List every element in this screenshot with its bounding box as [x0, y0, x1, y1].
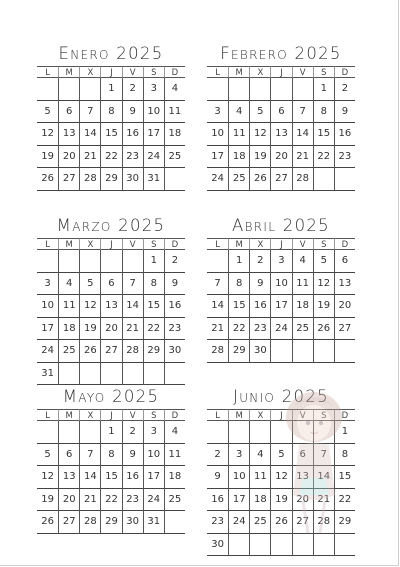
day-cell: 28	[313, 511, 334, 534]
day-cell: 18	[292, 295, 313, 318]
day-cell: 17	[143, 123, 164, 146]
day-cell: 18	[164, 466, 185, 489]
day-cell: 22	[100, 146, 121, 169]
day-cell: 23	[122, 146, 143, 169]
day-cell: 3	[143, 421, 164, 444]
day-cell: 5	[270, 444, 291, 467]
day-cell: 4	[249, 444, 270, 467]
day-cell: 6	[270, 101, 291, 124]
empty-cell	[164, 511, 185, 534]
weekday-header: S	[313, 66, 334, 78]
empty-cell	[292, 78, 313, 101]
day-cell: 26	[37, 511, 58, 534]
day-cell: 31	[143, 168, 164, 191]
day-cell: 12	[270, 466, 291, 489]
day-cell: 7	[313, 444, 334, 467]
weekday-header: J	[270, 66, 291, 78]
weekday-header: X	[79, 409, 100, 421]
day-cell: 30	[122, 168, 143, 191]
day-cell: 22	[334, 489, 355, 512]
day-cell: 16	[334, 123, 355, 146]
weekday-header: S	[313, 238, 334, 250]
day-cell: 14	[79, 466, 100, 489]
day-cell: 29	[143, 340, 164, 363]
empty-cell	[58, 250, 79, 273]
day-cell: 11	[249, 466, 270, 489]
weekday-header: L	[207, 66, 228, 78]
day-cell: 6	[292, 444, 313, 467]
empty-cell	[249, 78, 270, 101]
day-cell: 20	[58, 146, 79, 169]
empty-cell	[37, 250, 58, 273]
empty-cell	[270, 534, 291, 557]
day-cell: 3	[37, 273, 58, 296]
day-cell: 17	[207, 146, 228, 169]
weekday-header: J	[100, 409, 121, 421]
day-cell: 27	[270, 168, 291, 191]
day-cell: 14	[313, 466, 334, 489]
day-cell: 26	[79, 340, 100, 363]
weekday-header: J	[270, 409, 291, 421]
empty-cell	[58, 78, 79, 101]
day-cell: 16	[207, 489, 228, 512]
day-cell: 6	[58, 444, 79, 467]
day-cell: 17	[270, 295, 291, 318]
day-cell: 15	[228, 295, 249, 318]
day-cell: 7	[292, 101, 313, 124]
day-cell: 18	[164, 123, 185, 146]
day-cell: 15	[100, 466, 121, 489]
month-title: Marzo 2025	[56, 216, 166, 235]
day-cell: 14	[122, 295, 143, 318]
weekday-header: D	[164, 66, 185, 78]
day-cell: 29	[334, 511, 355, 534]
weekday-header: D	[164, 409, 185, 421]
day-cell: 26	[37, 168, 58, 191]
weekday-header: J	[270, 238, 291, 250]
day-cell: 20	[292, 489, 313, 512]
empty-cell	[100, 250, 121, 273]
day-cell: 6	[100, 273, 121, 296]
day-cell: 19	[249, 146, 270, 169]
day-cell: 19	[37, 489, 58, 512]
day-cell: 30	[249, 340, 270, 363]
weekday-header: S	[313, 409, 334, 421]
weekday-header: M	[58, 409, 79, 421]
day-cell: 4	[164, 78, 185, 101]
month-title: Febrero 2025	[220, 44, 342, 63]
day-cell: 15	[143, 295, 164, 318]
day-cell: 10	[228, 466, 249, 489]
day-cell: 13	[292, 466, 313, 489]
weekday-header: V	[122, 66, 143, 78]
empty-cell	[334, 534, 355, 557]
day-cell: 8	[100, 444, 121, 467]
weekday-header: X	[249, 238, 270, 250]
weekday-header: J	[100, 238, 121, 250]
weekday-header: S	[143, 66, 164, 78]
empty-cell	[164, 168, 185, 191]
month-title: Mayo 2025	[62, 387, 160, 406]
empty-cell	[270, 78, 291, 101]
weekday-header: X	[249, 66, 270, 78]
day-cell: 1	[143, 250, 164, 273]
empty-cell	[207, 250, 228, 273]
day-cell: 15	[313, 123, 334, 146]
day-cell: 1	[313, 78, 334, 101]
day-cell: 9	[249, 273, 270, 296]
weekday-header: V	[292, 409, 313, 421]
empty-cell	[79, 421, 100, 444]
day-cell: 27	[100, 340, 121, 363]
day-cell: 10	[37, 295, 58, 318]
empty-cell	[292, 534, 313, 557]
weekday-header: S	[143, 409, 164, 421]
day-cell: 13	[58, 123, 79, 146]
day-cell: 19	[79, 318, 100, 341]
day-cell: 9	[122, 101, 143, 124]
day-cell: 18	[249, 489, 270, 512]
day-cell: 3	[228, 444, 249, 467]
day-cell: 21	[79, 489, 100, 512]
day-cell: 12	[79, 295, 100, 318]
empty-cell	[37, 421, 58, 444]
day-cell: 5	[37, 101, 58, 124]
day-cell: 26	[313, 318, 334, 341]
day-cell: 14	[292, 123, 313, 146]
day-cell: 24	[207, 168, 228, 191]
day-cell: 5	[313, 250, 334, 273]
month-grid	[37, 66, 185, 191]
day-cell: 10	[143, 444, 164, 467]
empty-cell	[334, 168, 355, 191]
day-cell: 10	[143, 101, 164, 124]
empty-cell	[164, 363, 185, 386]
day-cell: 23	[164, 318, 185, 341]
day-cell: 20	[100, 318, 121, 341]
day-cell: 1	[228, 250, 249, 273]
day-cell: 7	[79, 444, 100, 467]
empty-cell	[122, 250, 143, 273]
day-cell: 19	[270, 489, 291, 512]
day-cell: 5	[37, 444, 58, 467]
day-cell: 8	[313, 101, 334, 124]
day-cell: 25	[228, 168, 249, 191]
day-cell: 30	[122, 511, 143, 534]
day-cell: 15	[334, 466, 355, 489]
day-cell: 6	[334, 250, 355, 273]
weekday-header: X	[79, 238, 100, 250]
day-cell: 27	[58, 511, 79, 534]
empty-cell	[122, 363, 143, 386]
day-cell: 11	[58, 295, 79, 318]
day-cell: 13	[334, 273, 355, 296]
empty-cell	[58, 421, 79, 444]
day-cell: 3	[143, 78, 164, 101]
day-cell: 21	[207, 318, 228, 341]
month-grid	[37, 238, 185, 385]
day-cell: 25	[249, 511, 270, 534]
day-cell: 26	[270, 511, 291, 534]
day-cell: 21	[292, 146, 313, 169]
weekday-header: L	[207, 409, 228, 421]
day-cell: 24	[143, 146, 164, 169]
day-cell: 22	[100, 489, 121, 512]
weekday-header: V	[292, 238, 313, 250]
day-cell: 19	[313, 295, 334, 318]
day-cell: 9	[122, 444, 143, 467]
day-cell: 24	[143, 489, 164, 512]
day-cell: 24	[228, 511, 249, 534]
day-cell: 31	[37, 363, 58, 386]
empty-cell	[292, 421, 313, 444]
day-cell: 28	[79, 511, 100, 534]
day-cell: 5	[79, 273, 100, 296]
day-cell: 9	[207, 466, 228, 489]
day-cell: 3	[270, 250, 291, 273]
day-cell: 31	[143, 511, 164, 534]
day-cell: 10	[207, 123, 228, 146]
day-cell: 8	[228, 273, 249, 296]
day-cell: 28	[79, 168, 100, 191]
day-cell: 1	[100, 78, 121, 101]
day-cell: 27	[334, 318, 355, 341]
empty-cell	[313, 340, 334, 363]
empty-cell	[58, 363, 79, 386]
day-cell: 8	[143, 273, 164, 296]
empty-cell	[249, 421, 270, 444]
day-cell: 27	[58, 168, 79, 191]
day-cell: 16	[164, 295, 185, 318]
weekday-header: L	[37, 238, 58, 250]
day-cell: 5	[249, 101, 270, 124]
weekday-header: S	[143, 238, 164, 250]
weekday-header: D	[334, 66, 355, 78]
empty-cell	[228, 534, 249, 557]
day-cell: 17	[143, 466, 164, 489]
day-cell: 16	[122, 123, 143, 146]
day-cell: 16	[249, 295, 270, 318]
day-cell: 20	[334, 295, 355, 318]
day-cell: 13	[270, 123, 291, 146]
day-cell: 25	[58, 340, 79, 363]
day-cell: 4	[164, 421, 185, 444]
day-cell: 21	[79, 146, 100, 169]
day-cell: 11	[164, 444, 185, 467]
day-cell: 12	[313, 273, 334, 296]
weekday-header: M	[58, 66, 79, 78]
day-cell: 20	[270, 146, 291, 169]
weekday-header: D	[334, 238, 355, 250]
empty-cell	[207, 421, 228, 444]
empty-cell	[79, 250, 100, 273]
month-title: Abril 2025	[232, 216, 330, 235]
day-cell: 28	[207, 340, 228, 363]
day-cell: 22	[143, 318, 164, 341]
day-cell: 4	[292, 250, 313, 273]
day-cell: 9	[164, 273, 185, 296]
day-cell: 8	[100, 101, 121, 124]
day-cell: 11	[292, 273, 313, 296]
day-cell: 3	[207, 101, 228, 124]
empty-cell	[334, 340, 355, 363]
month-title: Junio 2025	[233, 387, 329, 406]
day-cell: 24	[37, 340, 58, 363]
weekday-header: M	[228, 409, 249, 421]
weekday-header: L	[37, 409, 58, 421]
day-cell: 25	[164, 489, 185, 512]
day-cell: 4	[228, 101, 249, 124]
empty-cell	[143, 363, 164, 386]
day-cell: 26	[249, 168, 270, 191]
day-cell: 23	[207, 511, 228, 534]
weekday-header: J	[100, 66, 121, 78]
day-cell: 7	[122, 273, 143, 296]
day-cell: 19	[37, 146, 58, 169]
day-cell: 1	[100, 421, 121, 444]
day-cell: 10	[270, 273, 291, 296]
day-cell: 7	[207, 273, 228, 296]
day-cell: 23	[334, 146, 355, 169]
day-cell: 29	[228, 340, 249, 363]
day-cell: 2	[207, 444, 228, 467]
day-cell: 2	[122, 78, 143, 101]
day-cell: 13	[58, 466, 79, 489]
day-cell: 21	[313, 489, 334, 512]
day-cell: 7	[79, 101, 100, 124]
empty-cell	[292, 340, 313, 363]
day-cell: 29	[100, 511, 121, 534]
day-cell: 12	[37, 466, 58, 489]
empty-cell	[79, 363, 100, 386]
day-cell: 2	[122, 421, 143, 444]
day-cell: 18	[228, 146, 249, 169]
empty-cell	[270, 340, 291, 363]
weekday-header: V	[122, 409, 143, 421]
weekday-header: M	[228, 238, 249, 250]
day-cell: 17	[228, 489, 249, 512]
day-cell: 20	[58, 489, 79, 512]
weekday-header: X	[79, 66, 100, 78]
month-grid	[207, 238, 355, 363]
day-cell: 12	[37, 123, 58, 146]
month-grid	[207, 409, 355, 556]
empty-cell	[79, 78, 100, 101]
day-cell: 9	[334, 101, 355, 124]
day-cell: 25	[164, 146, 185, 169]
day-cell: 8	[334, 444, 355, 467]
weekday-header: X	[249, 409, 270, 421]
month-title: Enero 2025	[58, 44, 164, 63]
day-cell: 13	[100, 295, 121, 318]
day-cell: 2	[164, 250, 185, 273]
day-cell: 16	[122, 466, 143, 489]
day-cell: 11	[228, 123, 249, 146]
empty-cell	[228, 78, 249, 101]
day-cell: 12	[249, 123, 270, 146]
day-cell: 11	[164, 101, 185, 124]
month-grid	[207, 66, 355, 191]
empty-cell	[228, 421, 249, 444]
day-cell: 15	[100, 123, 121, 146]
day-cell: 1	[334, 421, 355, 444]
weekday-header: L	[207, 238, 228, 250]
day-cell: 22	[313, 146, 334, 169]
weekday-header: M	[228, 66, 249, 78]
day-cell: 4	[58, 273, 79, 296]
day-cell: 30	[207, 534, 228, 557]
day-cell: 2	[334, 78, 355, 101]
empty-cell	[313, 534, 334, 557]
empty-cell	[37, 78, 58, 101]
day-cell: 21	[122, 318, 143, 341]
empty-cell	[249, 534, 270, 557]
day-cell: 27	[292, 511, 313, 534]
weekday-header: L	[37, 66, 58, 78]
empty-cell	[270, 421, 291, 444]
day-cell: 24	[270, 318, 291, 341]
empty-cell	[100, 363, 121, 386]
day-cell: 28	[292, 168, 313, 191]
day-cell: 30	[164, 340, 185, 363]
weekday-header: D	[334, 409, 355, 421]
weekday-header: M	[58, 238, 79, 250]
day-cell: 25	[292, 318, 313, 341]
empty-cell	[313, 421, 334, 444]
weekday-header: V	[122, 238, 143, 250]
day-cell: 28	[122, 340, 143, 363]
empty-cell	[313, 168, 334, 191]
day-cell: 23	[249, 318, 270, 341]
weekday-header: V	[292, 66, 313, 78]
day-cell: 17	[37, 318, 58, 341]
empty-cell	[207, 78, 228, 101]
day-cell: 22	[228, 318, 249, 341]
day-cell: 14	[207, 295, 228, 318]
weekday-header: D	[164, 238, 185, 250]
day-cell: 2	[249, 250, 270, 273]
day-cell: 14	[79, 123, 100, 146]
day-cell: 23	[122, 489, 143, 512]
month-grid	[37, 409, 185, 534]
day-cell: 6	[58, 101, 79, 124]
day-cell: 29	[100, 168, 121, 191]
day-cell: 18	[58, 318, 79, 341]
